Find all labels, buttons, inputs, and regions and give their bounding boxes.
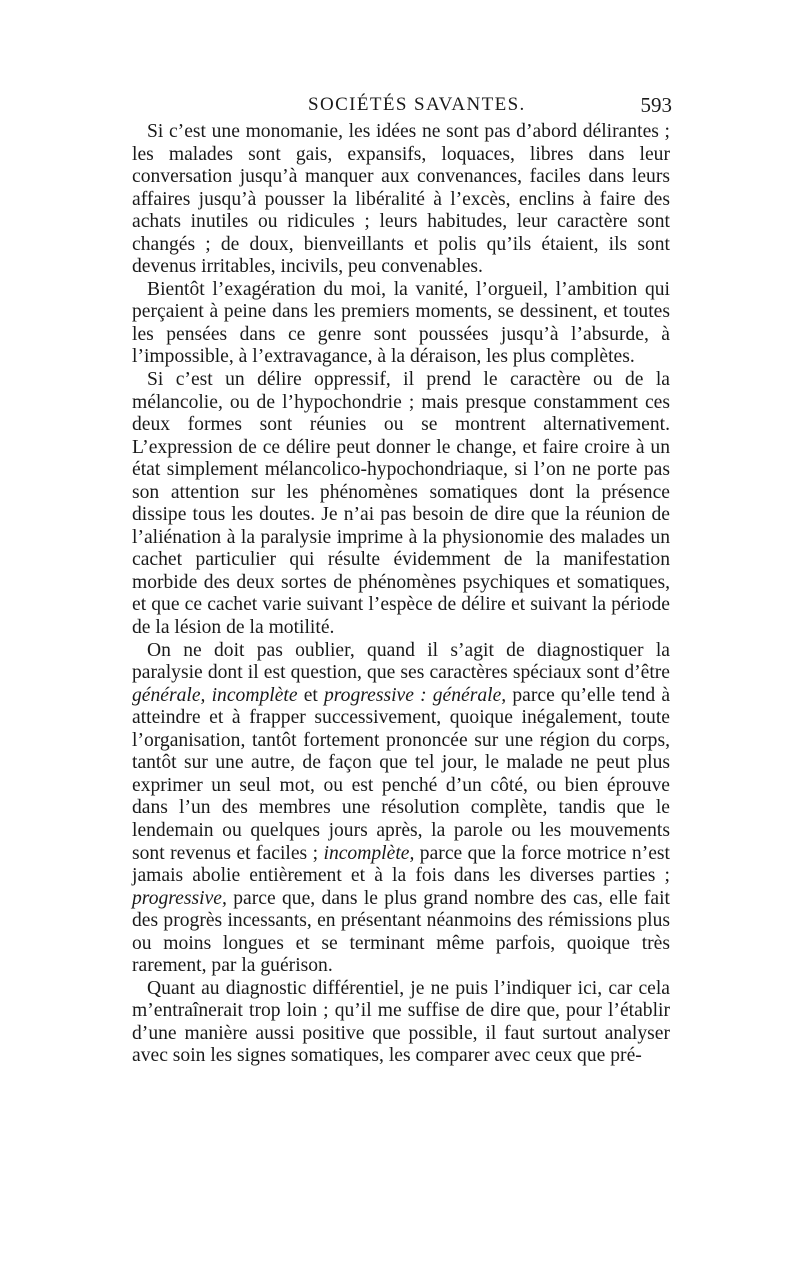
running-head-title: SOCIÉTÉS SAVANTES. xyxy=(308,94,526,115)
running-head xyxy=(132,90,672,120)
paragraph-diagnostic-differentiel: Quant au diagnostic différentiel, je ne puis l’indiquer ici, car cela m’entraînerait trop loin ; qu’il me suffise de dire que, pour l’établir d’une manière aussi positive que possible, il faut surtout analyser avec soin les signes somatiques, les comparer avec ceux que pré- xyxy=(132,977,670,1067)
italic-term: générale, incomplète xyxy=(132,684,298,706)
italic-term: incomplète, xyxy=(323,842,415,864)
text-run: On ne doit pas oublier, quand il s’agit de diagnostiquer la paralysie dont il est question, que ses caractères spéciaux sont d’être xyxy=(132,639,670,684)
paragraph-exageration: Bientôt l’exagération du moi, la vanité, l’orgueil, l’ambition qui perçaient à peine dans les premiers moments, se dessinent, et toutes les pensées dans ce genre sont poussées jusqu’à l’absurde, à l’impossible, à l’extravagance, à la déraison, les plus complètes. xyxy=(132,278,670,368)
paragraph-delire-oppressif: Si c’est un délire oppressif, il prend le caractère ou de la mélancolie, ou de l’hypochondrie ; mais presque constamment ces deux formes sont réunies ou se montrent alternativement. L’expression de ce délire peut donner le change, et faire croire à un état simplement mélancolico-hypochondriaque, si l’on ne porte pas son attention sur les phénomènes somatiques dont la présence dissipe tous les doutes. Je n’ai pas besoin de dire que la réunion de l’aliénation à la paralysie imprime à la physionomie des malades un cachet particulier qui résulte évidemment de la manifestation morbide des deux sortes de phénomènes psychiques et somatiques, et que ce cachet varie suivant l’espèce de délire et suivant la période de la lésion de la motilité. xyxy=(132,369,670,639)
paragraph-diagnostic xyxy=(132,640,670,978)
italic-term: progressive : générale, xyxy=(323,684,507,706)
text-run: parce qu’elle tend à atteindre et à frapper successivement, quoique inégalement, toute l’organisation, tantôt fortement prononcée sur une région du corps, tantôt sur une autre, de façon que tel jour, le malade ne peut plus exprimer un seul mot, ou est penché d’un côté, ou bien éprouve dans l’un des membres une résolution complète, tandis que le lendemain ou quelques jours après, la parole ou les mouvements sont revenus et faciles ; xyxy=(132,684,671,864)
text-run: parce que, dans le plus grand nombre des cas, elle fait des progrès incessants, en présentant néanmoins des rémissions plus ou moins longues et se terminant même parfois, quoique très rarement, par la guérison. xyxy=(132,887,670,977)
paragraph-monomanie: Si c’est une monomanie, les idées ne sont pas d’abord délirantes ; les malades sont gais, expansifs, loquaces, libres dans leur conversation jusqu’à manquer aux convenances, faciles dans leurs affaires jusqu’à pousser la libéralité à l’excès, enclins à faire des achats inutiles ou ridicules ; leurs habitudes, leur caractère sont changés ; de doux, bienveillants et polis qu’ils étaient, ils sont devenus irritables, incivils, peu convenables. xyxy=(132,121,670,278)
body-text xyxy=(132,121,670,1068)
text-run: et xyxy=(297,684,324,706)
italic-term: progressive, xyxy=(132,887,227,909)
text-run: parce que la force motrice n’est jamais abolie entièrement et à la fois dans les diverses parties ; xyxy=(132,842,671,887)
page-number: 593 xyxy=(640,93,672,117)
